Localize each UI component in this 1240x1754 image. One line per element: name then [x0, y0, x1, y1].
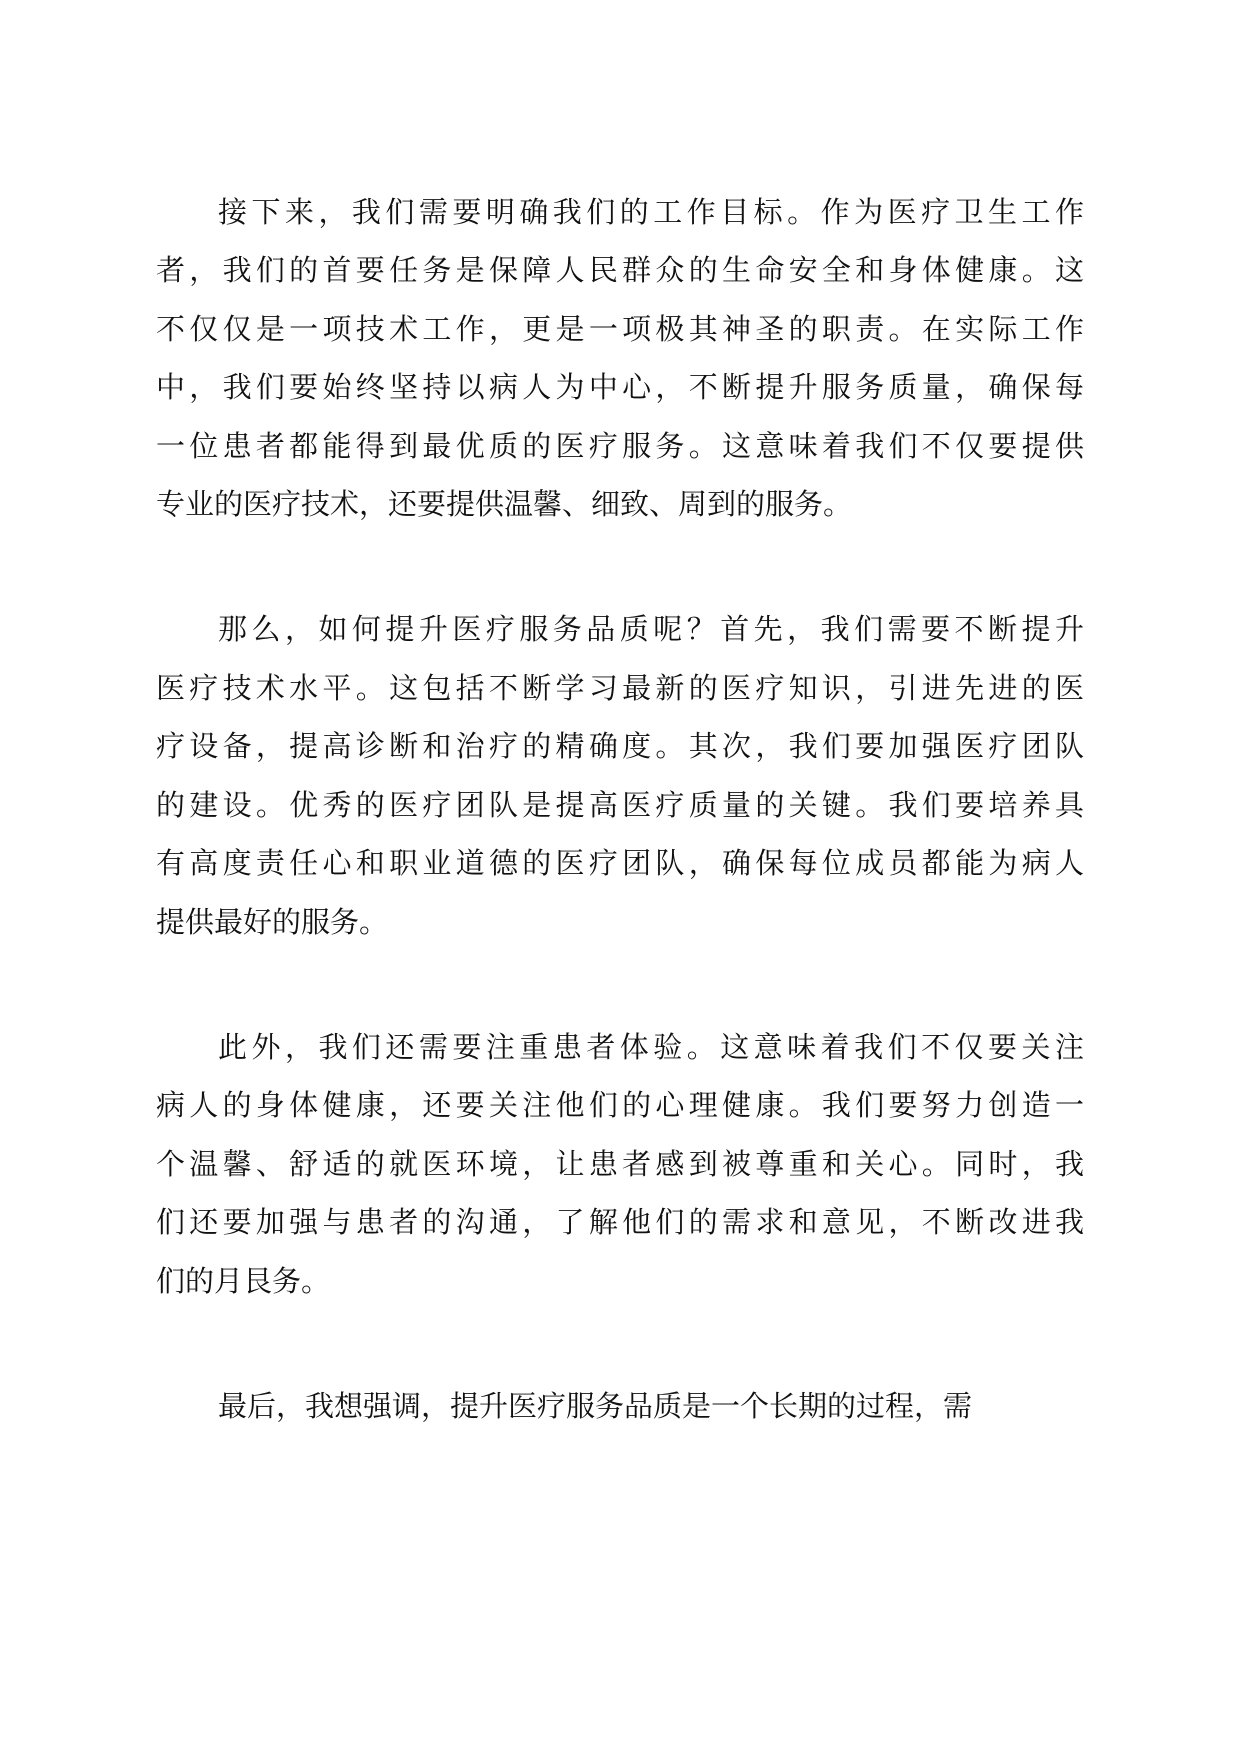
paragraph-2-line-1: 那么，如何提升医疗服务品质呢？首先，我们需要不断提升: [218, 612, 1084, 646]
paragraph-3-line-4: 们还要加强与患者的沟通，了解他们的需求和意见，不断改进我: [156, 1205, 1084, 1239]
paragraph-1-line-6: 专业的医疗技术，还要提供温馨、细致、周到的服务。: [156, 487, 853, 521]
paragraph-3-line-1: 此外，我们还需要注重患者体验。这意味着我们不仅要关注: [218, 1030, 1084, 1064]
paragraph-1-line-2: 者，我们的首要任务是保障人民群众的生命安全和身体健康。这: [156, 253, 1084, 287]
paragraph-1-line-1: 接下来，我们需要明确我们的工作目标。作为医疗卫生工作: [218, 195, 1084, 229]
paragraph-3-line-2: 病人的身体健康，还要关注他们的心理健康。我们要努力创造一: [156, 1088, 1084, 1122]
paragraph-1-line-5: 一位患者都能得到最优质的医疗服务。这意味着我们不仅要提供: [156, 429, 1084, 463]
paragraph-2-line-2: 医疗技术水平。这包括不断学习最新的医疗知识，引进先进的医: [156, 671, 1084, 705]
paragraph-2-line-4: 的建设。优秀的医疗团队是提高医疗质量的关键。我们要培养具: [156, 788, 1084, 822]
paragraph-1-line-4: 中，我们要始终坚持以病人为中心，不断提升服务质量，确保每: [156, 370, 1084, 404]
paragraph-2-line-5: 有高度责任心和职业道德的医疗团队，确保每位成员都能为病人: [156, 846, 1084, 880]
paragraph-2-line-6: 提供最好的服务。: [156, 905, 389, 939]
paragraph-1-line-3: 不仅仅是一项技术工作，更是一项极其神圣的职责。在实际工作: [156, 312, 1084, 346]
paragraph-3-line-3: 个温馨、舒适的就医环境，让患者感到被尊重和关心。同时，我: [156, 1147, 1084, 1181]
paragraph-4-line-1: 最后，我想强调，提升医疗服务品质是一个长期的过程，需: [218, 1389, 973, 1423]
paragraph-3-line-5: 们的月艮务。: [156, 1264, 331, 1298]
paragraph-2-line-3: 疗设备，提高诊断和治疗的精确度。其次，我们要加强医疗团队: [156, 729, 1084, 763]
